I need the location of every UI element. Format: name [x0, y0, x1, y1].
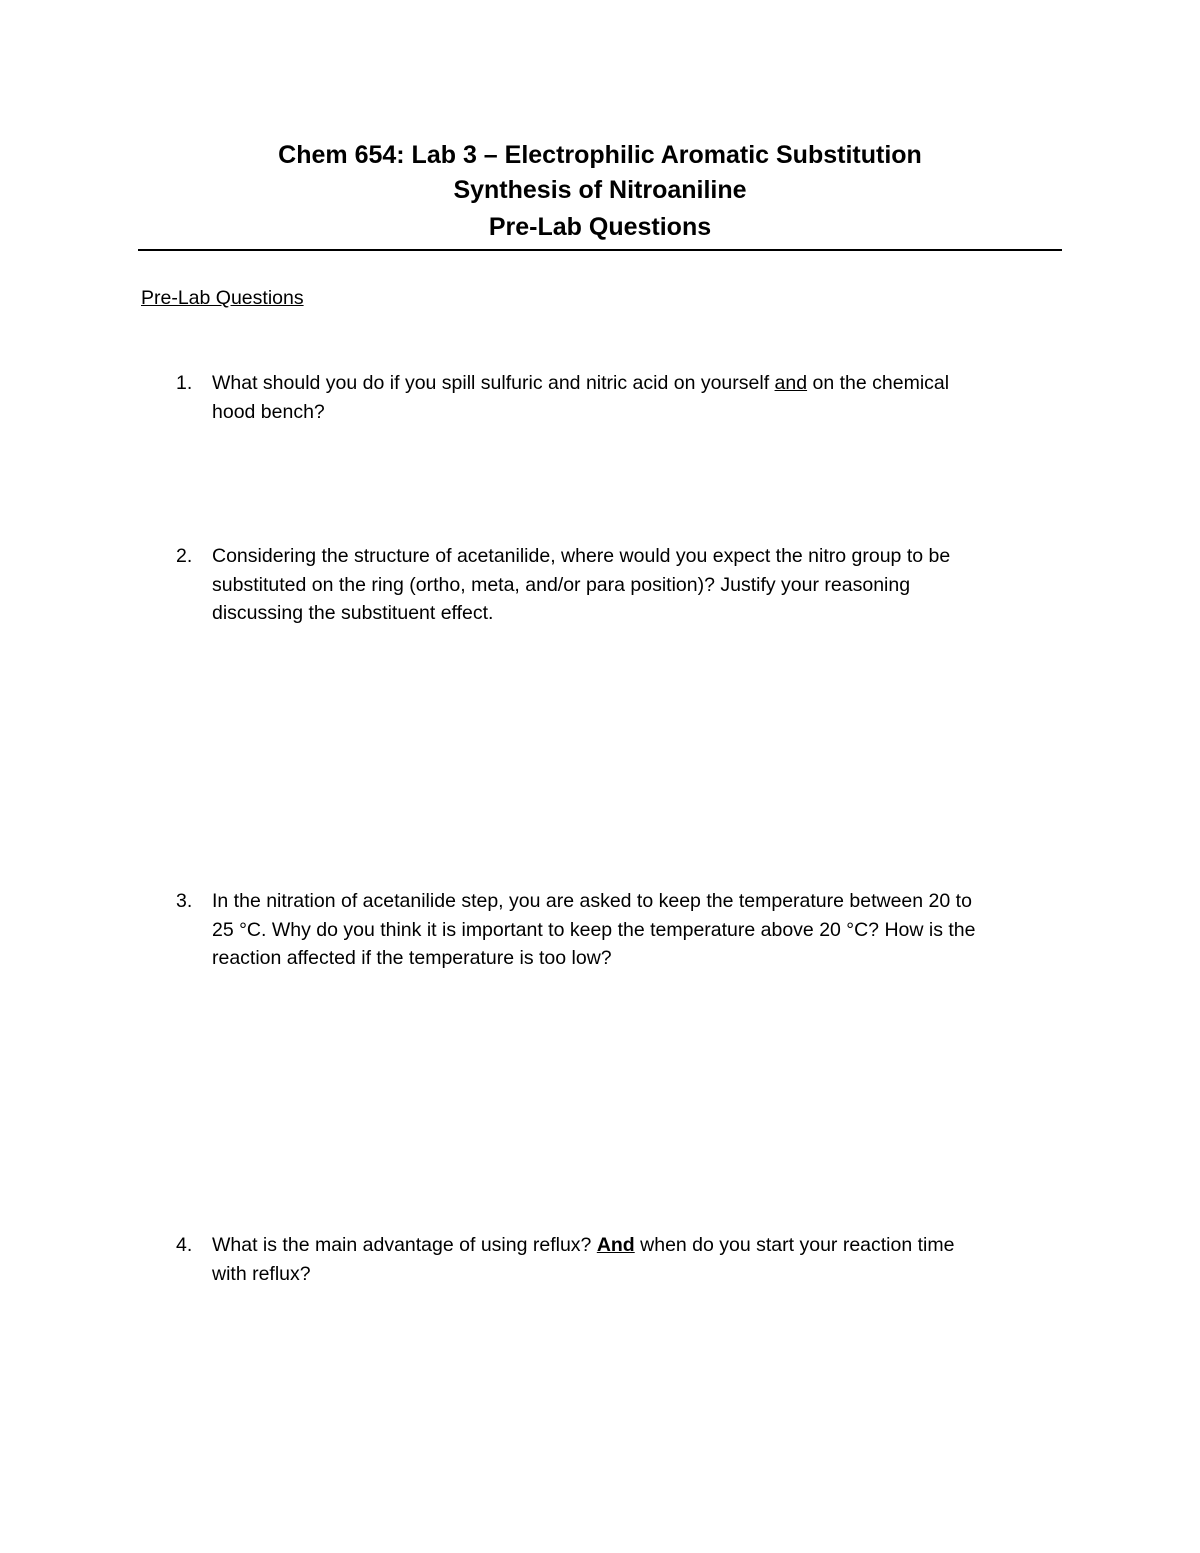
- question-line: discussing the substituent effect.: [212, 602, 494, 624]
- question-number: 3.: [176, 890, 193, 912]
- question-line: with reflux?: [212, 1262, 311, 1285]
- question-text: [212, 1231, 1066, 1288]
- question-text: [212, 542, 1066, 628]
- question-line: [212, 1231, 1066, 1260]
- question-text-segment: when do you start your reaction time: [634, 1234, 955, 1256]
- section-heading: Pre-Lab Questions: [141, 287, 304, 309]
- emphasis-underline: and: [774, 372, 808, 394]
- question-line: 25 °C. Why do you think it is important to keep the temperature above 20 °C? How is the: [212, 918, 976, 941]
- document-subtitle: Synthesis of Nitroaniline: [453, 176, 747, 204]
- question-4: [176, 1231, 1066, 1288]
- question-text: [212, 369, 1066, 426]
- question-text: [212, 887, 1066, 973]
- question-line: [212, 369, 1066, 398]
- document-title: Chem 654: Lab 3 – Electrophilic Aromatic Substitution: [278, 141, 922, 169]
- question-1: [176, 369, 1066, 426]
- question-line: Considering the structure of acetanilide, where would you expect the nitro group to be: [212, 545, 951, 567]
- question-line: substituted on the ring (ortho, meta, and/or para position)? Justify your reasoning: [212, 573, 911, 596]
- question-line: In the nitration of acetanilide step, you are asked to keep the temperature between 20 to: [212, 890, 972, 912]
- emphasis-bold-underline: And: [596, 1234, 635, 1256]
- question-number: 1.: [176, 372, 193, 394]
- document-header: [138, 138, 1062, 245]
- question-text-segment: What should you do if you spill sulfuric and nitric acid on yourself: [212, 372, 775, 394]
- question-number: 4.: [176, 1234, 193, 1256]
- question-2: [176, 542, 1066, 628]
- question-line: hood bench?: [212, 400, 325, 423]
- header-divider: [138, 249, 1062, 251]
- question-number: 2.: [176, 545, 193, 567]
- question-line: reaction affected if the temperature is too low?: [212, 947, 612, 969]
- question-3: [176, 887, 1066, 973]
- question-text-segment: on the chemical: [807, 372, 950, 394]
- question-text-segment: What is the main advantage of using reflux?: [212, 1234, 597, 1256]
- document-section-title: Pre-Lab Questions: [488, 213, 712, 241]
